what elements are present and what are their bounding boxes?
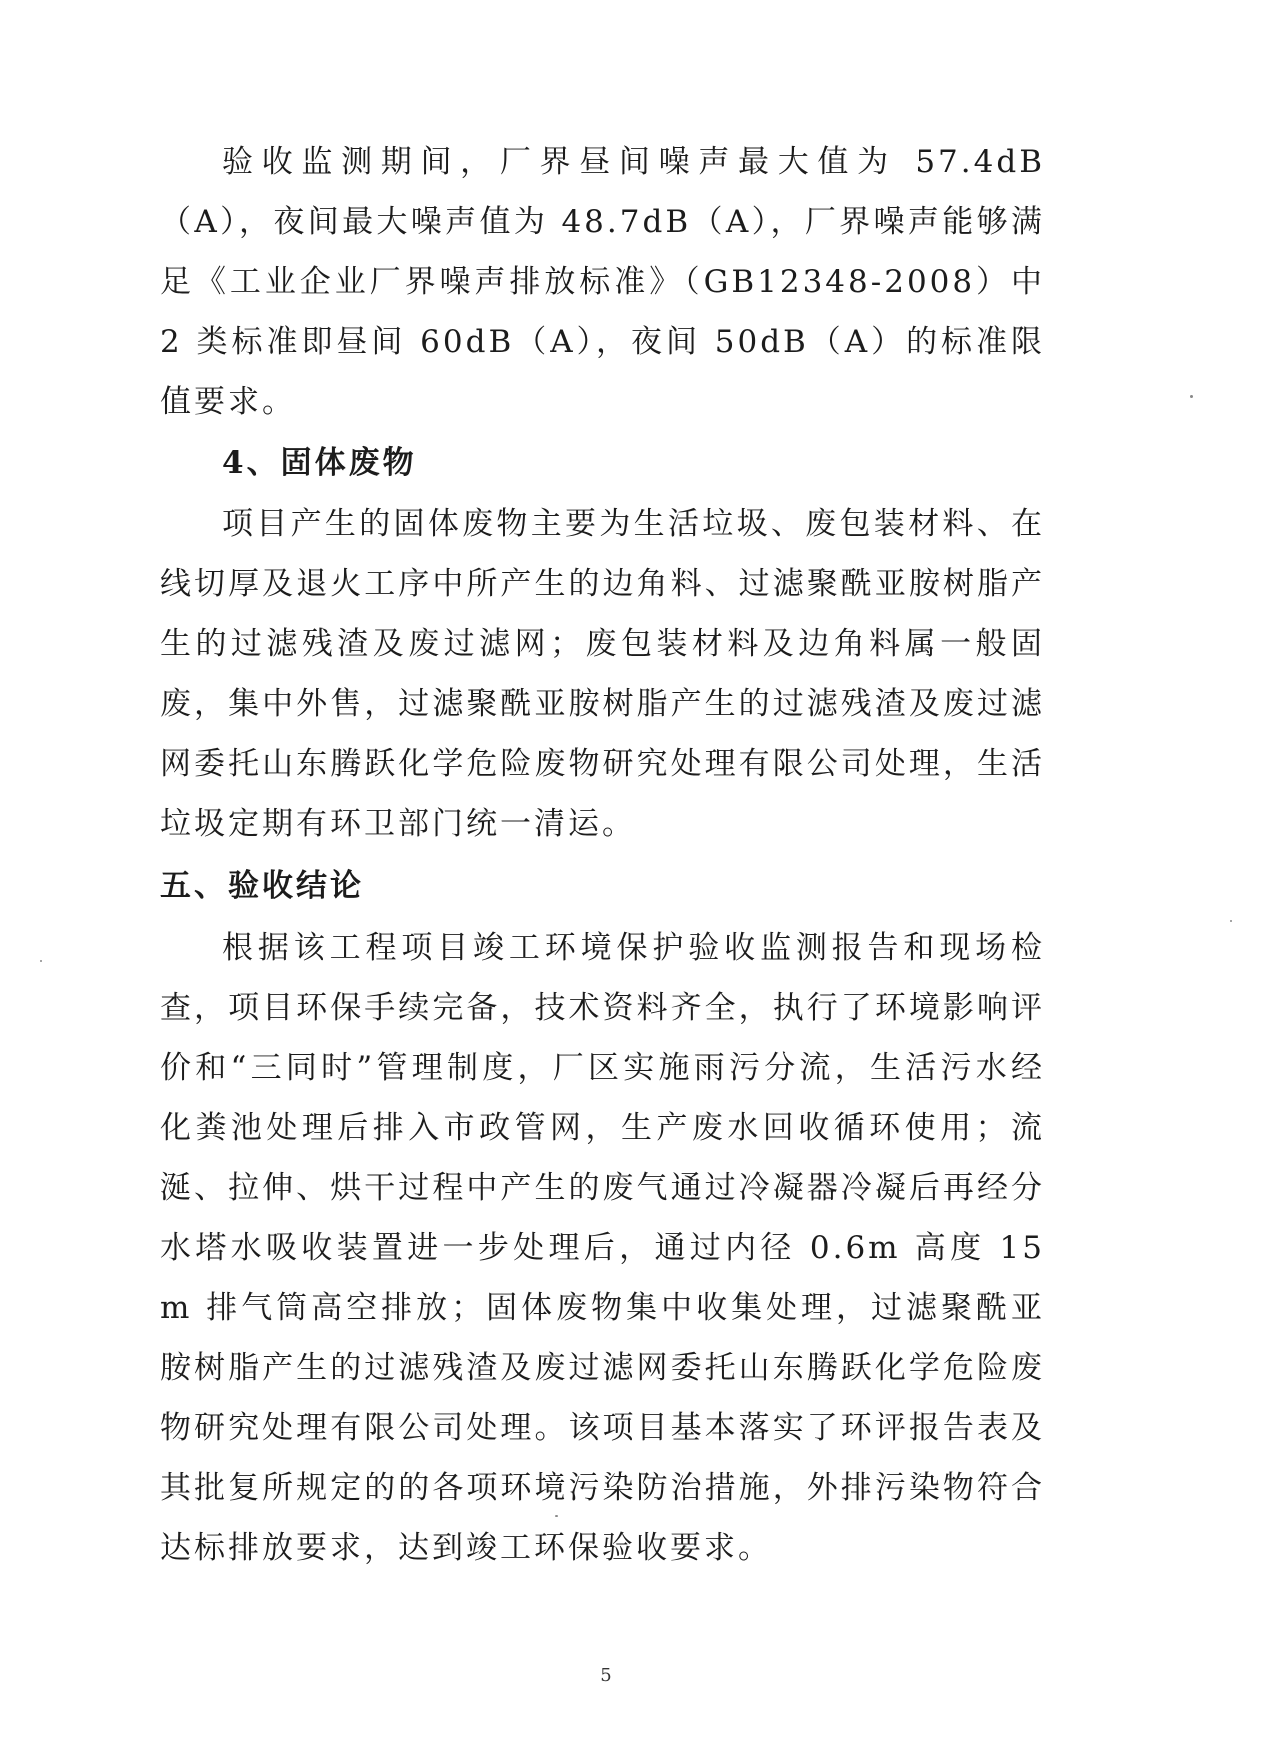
conclusion-heading: 五、验收结论 <box>160 868 364 904</box>
scan-speck <box>40 960 42 962</box>
solid-waste-heading: 4、固体废物 <box>222 445 417 481</box>
page-number: 5 <box>600 1665 612 1686</box>
document-body <box>160 132 1045 1578</box>
scan-speck <box>555 1515 558 1517</box>
scan-speck <box>1190 395 1193 398</box>
scan-speck <box>1230 920 1232 922</box>
conclusion-paragraph: 根据该工程项目竣工环境保护验收监测报告和现场检查，项目环保手续完备，技术资料齐全，执行了环境影响评价和“三同时”管理制度，厂区实施雨污分流，生活污水经化粪池处理后排入市政管网，生产废水回收循环使用；流涎、拉伸、烘干过程中产生的废气通过冷凝器冷凝后再经分水塔水吸收装置进一步处理后，通过内径 0.6m 高度 15m 排气筒高空排放；固体废物集中收集处理，过滤聚酰亚胺树脂产生的过滤残渣及废过滤网委托山东腾跃化学危险废物研究处理有限公司处理。该项目基本落实了环评报告表及其批复所规定的的各项环境污染防治措施，外排污染物符合达标排放要求，达到竣工环保验收要求。 <box>160 930 1045 1566</box>
noise-paragraph: 验收监测期间，厂界昼间噪声最大值为 57.4dB（A），夜间最大噪声值为 48.7dB（A），厂界噪声能够满足《工业企业厂界噪声排放标准》（GB12348-2008）中 2 类标准即昼间 60dB（A），夜间 50dB（A）的标准限值要求。 <box>160 144 1045 420</box>
solid-waste-paragraph: 项目产生的固体废物主要为生活垃圾、废包装材料、在线切厚及退火工序中所产生的边角料、过滤聚酰亚胺树脂产生的过滤残渣及废过滤网；废包装材料及边角料属一般固废，集中外售，过滤聚酰亚胺树脂产生的过滤残渣及废过滤网委托山东腾跃化学危险废物研究处理有限公司处理，生活垃圾定期有环卫部门统一清运。 <box>160 506 1045 842</box>
